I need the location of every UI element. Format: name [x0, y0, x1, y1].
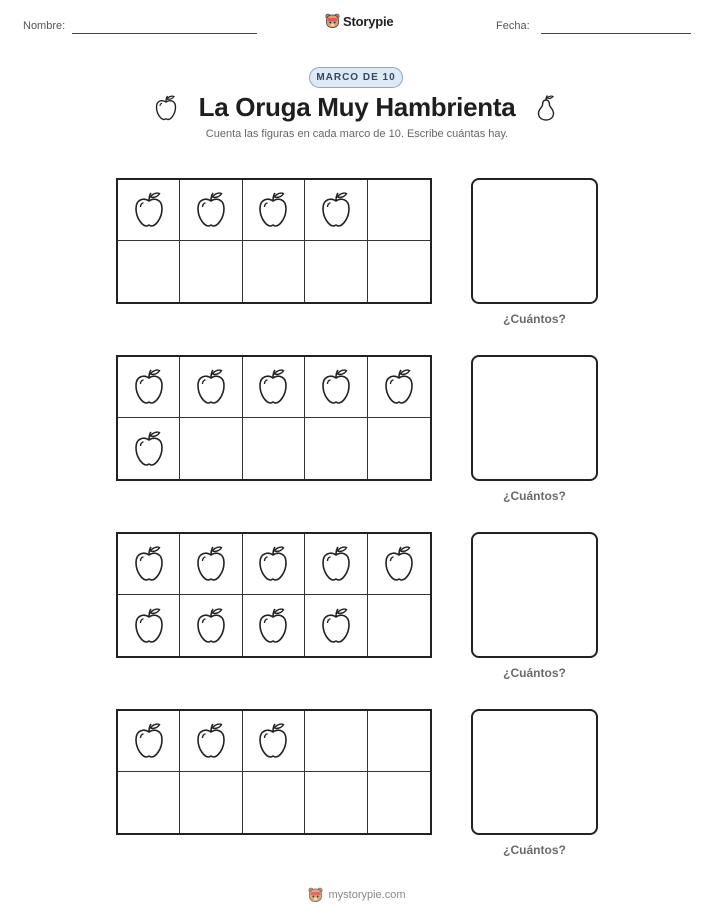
ten-frame-cell: [180, 534, 242, 595]
apple-icon: [130, 429, 168, 469]
ten-frame-cell: [243, 772, 305, 833]
ten-frame-cell: [118, 534, 180, 595]
brand-logo: [325, 13, 393, 29]
ten-frame-cell: [243, 595, 305, 656]
apple-icon: [130, 367, 168, 407]
ten-frame-cell: [118, 357, 180, 418]
answer-box-3[interactable]: [471, 532, 598, 658]
ten-frame-cell: [368, 180, 430, 241]
worksheet-type-badge: MARCO DE 10: [309, 67, 403, 88]
name-label: Nombre:: [23, 20, 66, 32]
ten-frame-cell: [180, 711, 242, 772]
apple-icon: [130, 544, 168, 584]
ten-frame-4: [116, 709, 432, 835]
ten-frame-cell: [368, 711, 430, 772]
ten-frame-cell: [305, 534, 367, 595]
bear-icon: [325, 13, 340, 29]
date-label: Fecha:: [496, 20, 530, 32]
answer-box-2[interactable]: [471, 355, 598, 481]
ten-frame-cell: [243, 241, 305, 302]
ten-frame-cell: [368, 595, 430, 656]
answer-question-label: ¿Cuántos?: [503, 312, 566, 326]
ten-frame-cell: [305, 418, 367, 479]
apple-icon: [192, 544, 230, 584]
apple-icon: [380, 367, 418, 407]
date-line[interactable]: [541, 33, 691, 34]
ten-frame-cell: [305, 241, 367, 302]
apple-icon: [254, 367, 292, 407]
apple-icon: [317, 606, 355, 646]
page-title: La Oruga Muy Hambrienta: [198, 92, 516, 122]
ten-frame-cell: [305, 357, 367, 418]
answer-question-label: ¿Cuántos?: [503, 843, 566, 857]
ten-frame-cell: [243, 357, 305, 418]
ten-frame-1: [116, 178, 432, 304]
ten-frame-cell: [180, 357, 242, 418]
answer-question-label: ¿Cuántos?: [503, 666, 566, 680]
ten-frame-cell: [243, 534, 305, 595]
ten-frame-cell: [118, 241, 180, 302]
ten-frame-cell: [180, 180, 242, 241]
apple-icon: [317, 367, 355, 407]
answer-box-4[interactable]: [471, 709, 598, 835]
ten-frame-cell: [368, 241, 430, 302]
answer-box-1[interactable]: [471, 178, 598, 304]
ten-frame-cell: [180, 418, 242, 479]
apple-icon: [380, 544, 418, 584]
apple-icon: [192, 606, 230, 646]
ten-frame-cell: [243, 711, 305, 772]
apple-icon: [254, 190, 292, 230]
instructions: Cuenta las figuras en cada marco de 10. Escribe cuántas hay.: [205, 128, 509, 140]
name-line[interactable]: [72, 33, 257, 34]
pear-icon: [532, 94, 560, 122]
answer-question-label: ¿Cuántos?: [503, 489, 566, 503]
ten-frame-cell: [368, 357, 430, 418]
ten-frame-cell: [368, 772, 430, 833]
ten-frame-cell: [305, 180, 367, 241]
apple-icon: [254, 606, 292, 646]
apple-icon: [317, 190, 355, 230]
ten-frame-cell: [305, 711, 367, 772]
footer: [0, 887, 714, 903]
ten-frame-cell: [305, 772, 367, 833]
brand-name: Storypie: [343, 13, 394, 29]
apple-icon: [254, 721, 292, 761]
ten-frame-cell: [368, 534, 430, 595]
apple-icon: [192, 190, 230, 230]
ten-frame-cell: [118, 418, 180, 479]
ten-frame-cell: [118, 180, 180, 241]
bear-icon: [308, 887, 323, 903]
ten-frame-cell: [118, 711, 180, 772]
apple-icon: [130, 721, 168, 761]
ten-frame-cell: [180, 595, 242, 656]
ten-frame-3: [116, 532, 432, 658]
ten-frame-2: [116, 355, 432, 481]
ten-frame-cell: [180, 241, 242, 302]
apple-icon: [317, 544, 355, 584]
ten-frame-cell: [368, 418, 430, 479]
apple-icon: [192, 367, 230, 407]
apple-icon: [130, 190, 168, 230]
ten-frame-cell: [118, 595, 180, 656]
ten-frame-cell: [180, 772, 242, 833]
ten-frame-cell: [243, 418, 305, 479]
ten-frame-cell: [305, 595, 367, 656]
ten-frame-cell: [118, 772, 180, 833]
apple-icon: [192, 721, 230, 761]
apple-icon: [130, 606, 168, 646]
ten-frame-cell: [243, 180, 305, 241]
apple-icon: [254, 544, 292, 584]
footer-url[interactable]: mystorypie.com: [328, 889, 406, 901]
